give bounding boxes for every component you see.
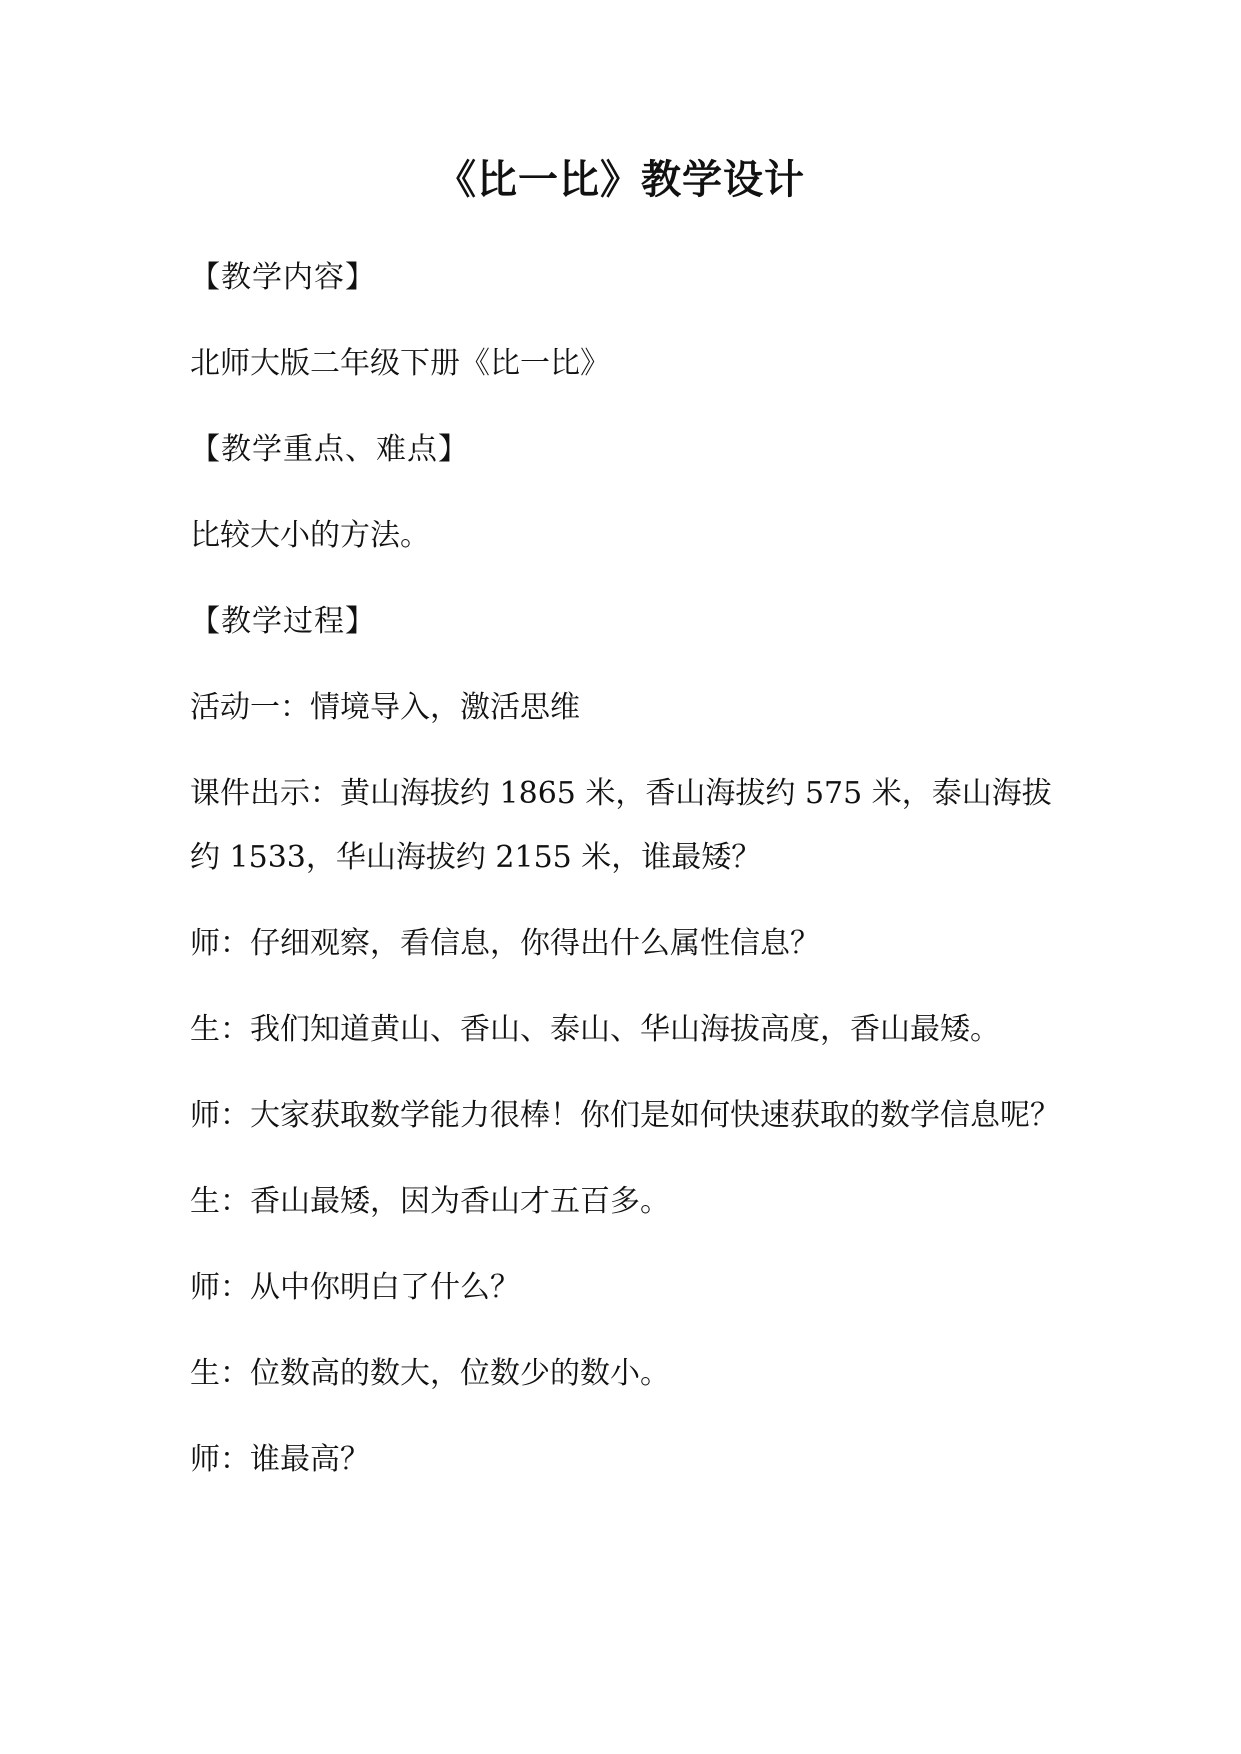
- paragraph-teacher-4: 师：谁最高？: [190, 1442, 370, 1477]
- paragraph-student-2: 生：香山最矮，因为香山才五百多。: [190, 1184, 670, 1219]
- document-body: [190, 246, 1070, 1514]
- section-heading-process: 【教学过程】: [190, 604, 376, 639]
- paragraph-teacher-2: 师：大家获取数学能力很棒！你们是如何快速获取的数学信息呢？: [190, 1098, 1060, 1133]
- document-title: 《比一比》教学设计: [436, 157, 805, 203]
- section-heading-content: 【教学内容】: [190, 260, 376, 295]
- section-heading-key-points: 【教学重点、难点】: [190, 432, 469, 467]
- paragraph-activity-one: 活动一：情境导入，激活思维: [190, 690, 580, 725]
- paragraph-courseware: 课件出示：黄山海拔约 1865 米，香山海拔约 575 米，泰山海拔约 1533，华山海拔约 2155 米，谁最矮？: [190, 776, 1052, 875]
- paragraph-teacher-1: 师：仔细观察，看信息，你得出什么属性信息？: [190, 926, 820, 961]
- paragraph-student-1: 生：我们知道黄山、香山、泰山、华山海拔高度，香山最矮。: [190, 1012, 1000, 1047]
- paragraph-student-3: 生：位数高的数大，位数少的数小。: [190, 1356, 670, 1391]
- paragraph-textbook: 北师大版二年级下册《比一比》: [190, 346, 610, 381]
- paragraph-teacher-3: 师：从中你明白了什么？: [190, 1270, 520, 1305]
- paragraph-key-points: 比较大小的方法。: [190, 518, 430, 553]
